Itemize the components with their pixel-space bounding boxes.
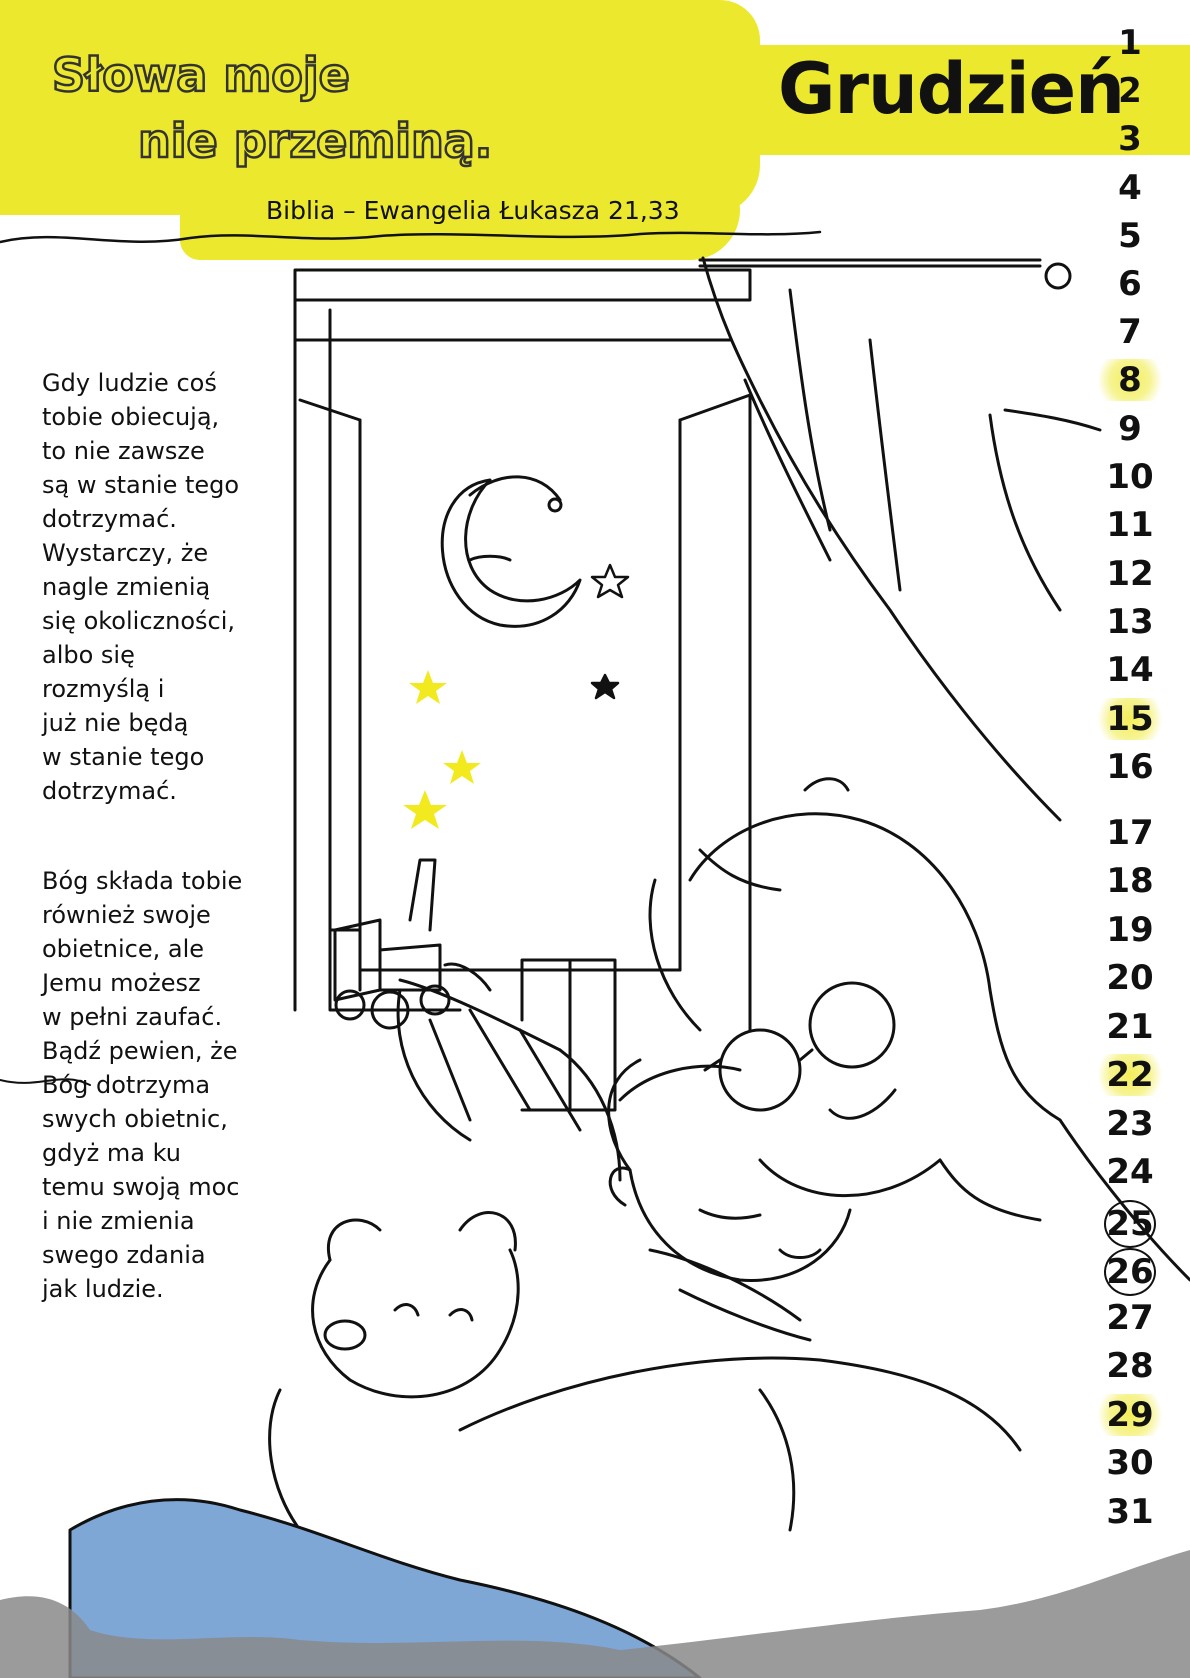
calendar-day-number: 23: [1106, 1104, 1154, 1144]
calendar-day-21: [1090, 1006, 1170, 1048]
stars-yellow: [403, 670, 481, 829]
calendar-day-1: [1090, 22, 1170, 64]
calendar-day-number: 27: [1106, 1298, 1154, 1338]
curtain: [700, 258, 1100, 820]
calendar-day-number: 26: [1104, 1248, 1156, 1296]
moon-drawing: [442, 477, 580, 626]
calendar-day-11: [1090, 504, 1170, 546]
verse-title: [40, 42, 492, 174]
calendar-day-13: [1090, 601, 1170, 643]
calendar-day-23: [1090, 1103, 1170, 1145]
calendar-day-27: [1090, 1297, 1170, 1339]
calendar-day-3: [1090, 118, 1170, 160]
calendar-day-5: [1090, 215, 1170, 257]
verse-line-1: Słowa moje: [52, 48, 350, 102]
calendar-day-number: 17: [1106, 813, 1154, 853]
stars-outline: [592, 565, 628, 698]
child-figure: [398, 980, 850, 1280]
calendar-day-9: [1090, 408, 1170, 450]
calendar-day-17: [1090, 812, 1170, 854]
calendar-day-12: [1090, 553, 1170, 595]
calendar-day-30: [1090, 1442, 1170, 1484]
calendar-day-number: 1: [1118, 23, 1142, 63]
calendar-day-number: 2: [1118, 71, 1142, 111]
calendar-day-number: 20: [1106, 958, 1154, 998]
calendar-day-2: [1090, 70, 1170, 112]
teddy-bear: [270, 1213, 519, 1530]
calendar-day-number: 30: [1106, 1443, 1154, 1483]
calendar-day-19: [1090, 909, 1170, 951]
toy-train: [335, 860, 490, 1028]
calendar-day-number: 4: [1118, 168, 1142, 208]
calendar-day-4: [1090, 167, 1170, 209]
verse-line-2: nie przeminą.: [138, 114, 493, 168]
calendar-day-number: 21: [1106, 1007, 1154, 1047]
calendar-day-6: [1090, 263, 1170, 305]
calendar-day-28: [1090, 1345, 1170, 1387]
calendar-day-number: 25: [1104, 1200, 1156, 1248]
calendar-day-25: [1090, 1200, 1170, 1248]
calendar-day-number: 24: [1106, 1152, 1154, 1192]
candle: [522, 960, 615, 1110]
calendar-day-20: [1090, 957, 1170, 999]
calendar-day-7: [1090, 311, 1170, 353]
calendar-day-number: 31: [1106, 1492, 1154, 1532]
calendar-day-number: 16: [1106, 747, 1154, 787]
torn-paper-edge: [0, 232, 820, 242]
calendar-day-number: 9: [1118, 409, 1142, 449]
calendar-day-18: [1090, 860, 1170, 902]
month-title: Grudzień: [778, 48, 1124, 130]
calendar-day-number: 5: [1118, 216, 1142, 256]
calendar-day-8: [1090, 359, 1170, 401]
calendar-day-16: [1090, 746, 1170, 788]
calendar-day-number: 12: [1106, 554, 1154, 594]
calendar-day-number: 29: [1106, 1395, 1154, 1435]
body-paragraph-1: Gdy ludzie coś tobie obiecują, to nie zawsze są w stanie tego dotrzymać. Wystarczy, że nagle zmienią się okoliczności, albo się rozmyślą i już nie będą w stanie tego dotrzymać.: [42, 369, 240, 805]
calendar-day-26: [1090, 1248, 1170, 1296]
calendar-day-number: 10: [1106, 457, 1154, 497]
calendar-day-number: 14: [1106, 650, 1154, 690]
calendar-day-number: 11: [1106, 505, 1154, 545]
calendar-day-24: [1090, 1151, 1170, 1193]
calendar-day-number: 19: [1106, 910, 1154, 950]
calendar-day-number: 7: [1118, 312, 1142, 352]
calendar-day-number: 13: [1106, 602, 1154, 642]
calendar-day-29: [1090, 1394, 1170, 1436]
calendar-day-number: 15: [1106, 699, 1154, 739]
calendar-day-number: 8: [1118, 360, 1142, 400]
calendar-day-14: [1090, 649, 1170, 691]
calendar-day-31: [1090, 1491, 1170, 1533]
calendar-day-number: 28: [1106, 1346, 1154, 1386]
body-paragraph-2: Bóg składa tobie również swoje obietnice, ale Jemu możesz w pełni zaufać. Bądź pewien, że Bóg dotrzyma swych obietnic, gdyż ma ku temu swoją moc i nie zmienia swego zdania jak ludzie.: [42, 867, 243, 1303]
verse-reference: Biblia – Ewangelia Łukasza 21,33: [266, 196, 680, 225]
mother-arm: [460, 1250, 1020, 1530]
calendar-day-15: [1090, 698, 1170, 740]
calendar-day-number: 3: [1118, 119, 1142, 159]
calendar-day-number: 6: [1118, 264, 1142, 304]
calendar-day-number: 22: [1106, 1055, 1154, 1095]
calendar-day-10: [1090, 456, 1170, 498]
calendar-day-22: [1090, 1054, 1170, 1096]
calendar-day-number: 18: [1106, 861, 1154, 901]
window: [295, 270, 750, 1030]
